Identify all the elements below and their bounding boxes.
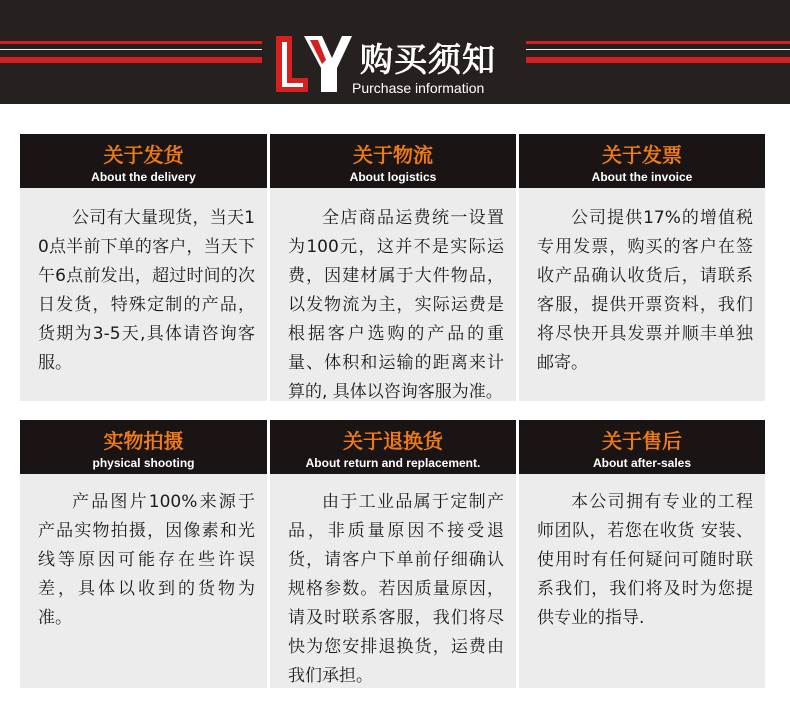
card-subtitle: About the invoice xyxy=(591,170,693,184)
card-returns xyxy=(270,420,516,688)
card-header xyxy=(270,134,516,188)
card-text: 公司有大量现货，当天10点半前下单的客户，当天下午6点前发出，超过时间的次日发货，特殊定制的产品，货期为3-5天,具体请咨询客服。 xyxy=(38,208,255,373)
card-title: 关于发票 xyxy=(602,143,682,167)
header-title-block xyxy=(262,24,526,104)
card-header xyxy=(519,134,765,188)
card-text: 由于工业品属于定制产品，非质量原因不接受退货，请客户下单前仔细确认规格参数。若因质量原因，请及时联系客服，我们将尽快为您安排退换货，运费由我们承担。 xyxy=(288,492,504,686)
card-header xyxy=(270,420,516,474)
card-title: 关于发货 xyxy=(103,143,184,167)
card-text: 全店商品运费统一设置为100元，这并不是实际运费，因建材属于大件物品，以发物流为主，实际运费是根据客户选购的产品的重量、体积和运输的距离来计算的, 具体以咨询客服为准。 xyxy=(288,208,504,402)
card-subtitle: About the delivery xyxy=(91,170,196,184)
ly-logo-icon xyxy=(274,30,354,98)
card-header xyxy=(20,134,267,188)
card-subtitle: About logistics xyxy=(349,170,437,184)
card-text: 公司提供17%的增值税专用发票，购买的客户在签收产品确认收货后，请联系客服，提供开票资料，我们将尽快开具发票并顺丰单独邮寄。 xyxy=(537,208,753,373)
card-subtitle: About return and replacement. xyxy=(305,456,481,470)
card-delivery xyxy=(20,134,267,401)
card-text: 本公司拥有专业的工程师团队，若您在收货 安装、使用时有任何疑问可随时联系我们，我们将及时为您提供专业的指导. xyxy=(537,492,753,628)
card-title: 关于退换货 xyxy=(343,429,443,453)
card-subtitle: physical shooting xyxy=(92,456,195,470)
page-subtitle: Purchase information xyxy=(352,80,485,96)
info-row-1 xyxy=(20,134,765,401)
card-header xyxy=(519,420,765,474)
card-header xyxy=(20,420,267,474)
info-row-2 xyxy=(20,420,765,688)
card-after-sales xyxy=(519,420,765,688)
card-subtitle: About after-sales xyxy=(592,456,692,470)
card-physical-shooting xyxy=(20,420,267,688)
card-logistics xyxy=(270,134,516,401)
card-title: 实物拍摄 xyxy=(103,429,184,453)
header-banner xyxy=(0,0,790,104)
card-invoice xyxy=(519,134,765,401)
card-title: 关于售后 xyxy=(602,429,682,453)
page-title: 购买须知 xyxy=(360,40,496,79)
card-title: 关于物流 xyxy=(353,143,433,167)
card-text: 产品图片100%来源于产品实物拍摄，因像素和光线等原因可能存在些许误差，具体以收到的货物为准。 xyxy=(38,492,255,628)
